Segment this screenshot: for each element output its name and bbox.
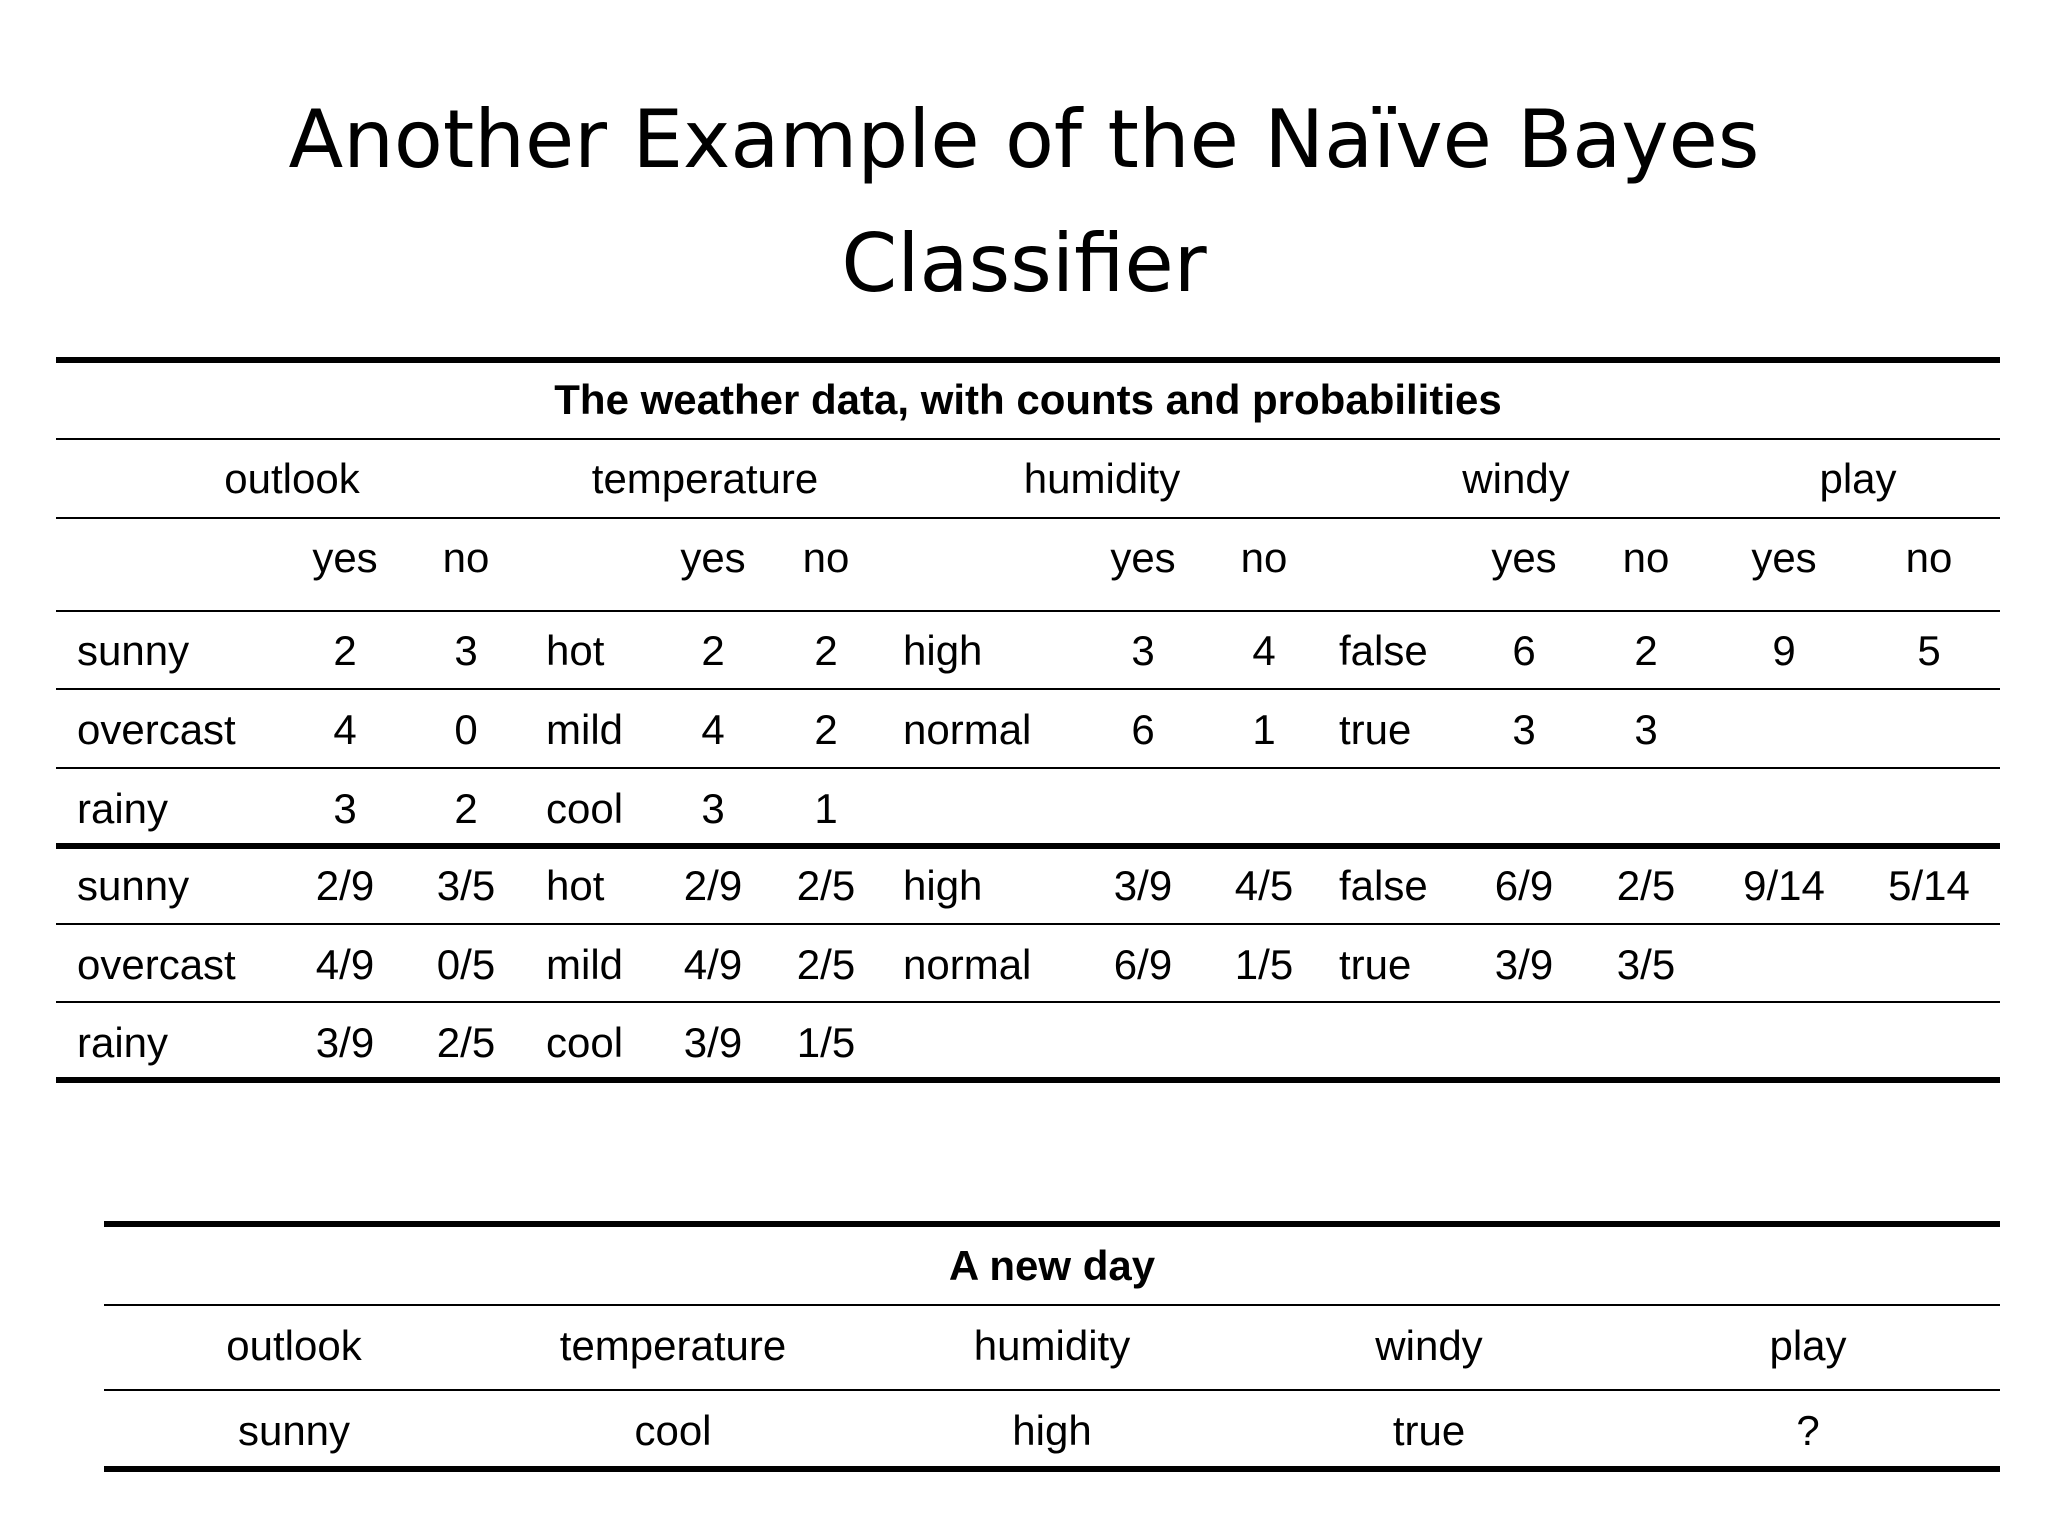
subheader-humidity-yes: yes <box>1110 534 1176 581</box>
slide-title-line-1: Another Example of the Naïve Bayes <box>288 93 1760 186</box>
probability-row-3-cell-4: cool <box>546 1019 624 1066</box>
subheader-outlook-yes: yes <box>312 534 378 581</box>
slide-title-line-2: Classifier <box>841 217 1207 310</box>
count-row-3-cell-1: rainy <box>77 785 169 832</box>
count-row-2-cell-3: 0 <box>454 706 478 753</box>
count-row-2-cell-12: 3 <box>1634 706 1658 753</box>
header-temperature: temperature <box>591 455 819 502</box>
counts-probabilities-divider <box>56 843 2000 849</box>
slide-title <box>0 78 2048 326</box>
probability-row-3-cell-5: 3/9 <box>683 1019 743 1066</box>
new-day-header-humidity: humidity <box>973 1322 1131 1369</box>
count-row-1-cell-10: false <box>1339 627 1428 674</box>
table-rule <box>104 1389 2000 1391</box>
count-row-1-cell-8: 3 <box>1131 627 1155 674</box>
table-rule <box>56 688 2000 690</box>
new-day-bottom-rule <box>104 1466 2000 1472</box>
new-day-value-play: ? <box>1796 1407 1820 1454</box>
count-row-3-cell-2: 3 <box>333 785 357 832</box>
subheader-humidity-no: no <box>1240 534 1288 581</box>
probability-row-2-cell-8: 6/9 <box>1113 941 1173 988</box>
probability-row-1-cell-6: 2/5 <box>796 862 856 909</box>
probability-row-2-cell-12: 3/5 <box>1616 941 1676 988</box>
count-row-1-cell-7: high <box>903 627 983 674</box>
count-row-1-cell-9: 4 <box>1252 627 1276 674</box>
probability-row-1-cell-8: 3/9 <box>1113 862 1173 909</box>
subheader-windy-no: no <box>1622 534 1670 581</box>
table-rule <box>56 1001 2000 1003</box>
probability-row-1-cell-10: false <box>1339 862 1428 909</box>
probability-row-1-cell-4: hot <box>546 862 605 909</box>
count-row-1-cell-11: 6 <box>1512 627 1536 674</box>
probability-row-1-cell-11: 6/9 <box>1494 862 1554 909</box>
new-day-header-play: play <box>1769 1322 1847 1369</box>
count-row-2-cell-5: 4 <box>701 706 725 753</box>
probability-row-1-cell-13: 9/14 <box>1743 862 1825 909</box>
subheader-temperature-yes: yes <box>680 534 746 581</box>
count-row-2-cell-2: 4 <box>333 706 357 753</box>
count-row-3-cell-3: 2 <box>454 785 478 832</box>
count-row-1-cell-5: 2 <box>701 627 725 674</box>
probability-row-1-cell-14: 5/14 <box>1888 862 1970 909</box>
table-rule <box>56 438 2000 440</box>
header-play: play <box>1819 455 1897 502</box>
probability-row-2-cell-5: 4/9 <box>683 941 743 988</box>
probability-row-1-cell-2: 2/9 <box>315 862 375 909</box>
new-day-header-temperature: temperature <box>559 1322 787 1369</box>
new-day-value-humidity: high <box>1012 1407 1092 1454</box>
new-day-header-windy: windy <box>1375 1322 1483 1369</box>
new-day-value-outlook: sunny <box>237 1407 351 1454</box>
new-day-value-windy: true <box>1392 1407 1466 1454</box>
probability-row-3-cell-6: 1/5 <box>796 1019 856 1066</box>
probability-row-2-cell-2: 4/9 <box>315 941 375 988</box>
probability-row-2-cell-1: overcast <box>77 941 236 988</box>
header-outlook: outlook <box>224 455 360 502</box>
count-row-1-cell-6: 2 <box>814 627 838 674</box>
table-rule <box>56 610 2000 612</box>
count-row-3-cell-4: cool <box>546 785 624 832</box>
probability-row-1-cell-5: 2/9 <box>683 862 743 909</box>
count-row-2-cell-7: normal <box>903 706 1032 753</box>
table-rule <box>56 923 2000 925</box>
table-rule <box>56 517 2000 519</box>
count-row-2-cell-11: 3 <box>1512 706 1536 753</box>
count-row-3-cell-5: 3 <box>701 785 725 832</box>
table-bottom-rule <box>56 1077 2000 1083</box>
subheader-outlook-no: no <box>442 534 490 581</box>
table-top-rule <box>56 357 2000 363</box>
subheader-play-no: no <box>1905 534 1953 581</box>
count-row-2-cell-10: true <box>1339 706 1412 753</box>
count-row-1-cell-13: 9 <box>1772 627 1796 674</box>
count-row-2-cell-8: 6 <box>1131 706 1155 753</box>
probability-row-1-cell-3: 3/5 <box>436 862 496 909</box>
probability-row-1-cell-12: 2/5 <box>1616 862 1676 909</box>
probability-row-3-cell-3: 2/5 <box>436 1019 496 1066</box>
count-row-2-cell-9: 1 <box>1252 706 1276 753</box>
probability-row-3-cell-1: rainy <box>77 1019 169 1066</box>
subheader-temperature-no: no <box>802 534 850 581</box>
probability-row-2-cell-10: true <box>1339 941 1412 988</box>
table-rule <box>104 1304 2000 1306</box>
count-row-1-cell-4: hot <box>546 627 605 674</box>
count-row-3-cell-6: 1 <box>814 785 838 832</box>
subheader-windy-yes: yes <box>1491 534 1557 581</box>
probability-row-3-cell-2: 3/9 <box>315 1019 375 1066</box>
probability-row-2-cell-3: 0/5 <box>436 941 496 988</box>
count-row-2-cell-1: overcast <box>77 706 236 753</box>
probability-row-2-cell-7: normal <box>903 941 1032 988</box>
count-row-1-cell-2: 2 <box>333 627 357 674</box>
new-day-caption: A new day <box>948 1242 1156 1289</box>
count-row-1-cell-12: 2 <box>1634 627 1658 674</box>
table-rule <box>56 767 2000 769</box>
header-windy: windy <box>1462 455 1570 502</box>
probability-row-2-cell-9: 1/5 <box>1234 941 1294 988</box>
probability-row-1-cell-9: 4/5 <box>1234 862 1294 909</box>
weather-table-caption: The weather data, with counts and probabilities <box>554 376 1502 423</box>
count-row-1-cell-3: 3 <box>454 627 478 674</box>
header-humidity: humidity <box>1023 455 1181 502</box>
probability-row-2-cell-11: 3/9 <box>1494 941 1554 988</box>
subheader-play-yes: yes <box>1751 534 1817 581</box>
new-day-header-outlook: outlook <box>226 1322 362 1369</box>
probability-row-1-cell-1: sunny <box>77 862 190 909</box>
count-row-1-cell-14: 5 <box>1917 627 1941 674</box>
probability-row-1-cell-7: high <box>903 862 983 909</box>
new-day-top-rule <box>104 1221 2000 1227</box>
probability-row-2-cell-4: mild <box>546 941 624 988</box>
count-row-2-cell-6: 2 <box>814 706 838 753</box>
probability-row-2-cell-6: 2/5 <box>796 941 856 988</box>
count-row-2-cell-4: mild <box>546 706 624 753</box>
count-row-1-cell-1: sunny <box>77 627 190 674</box>
new-day-value-temperature: cool <box>634 1407 712 1454</box>
